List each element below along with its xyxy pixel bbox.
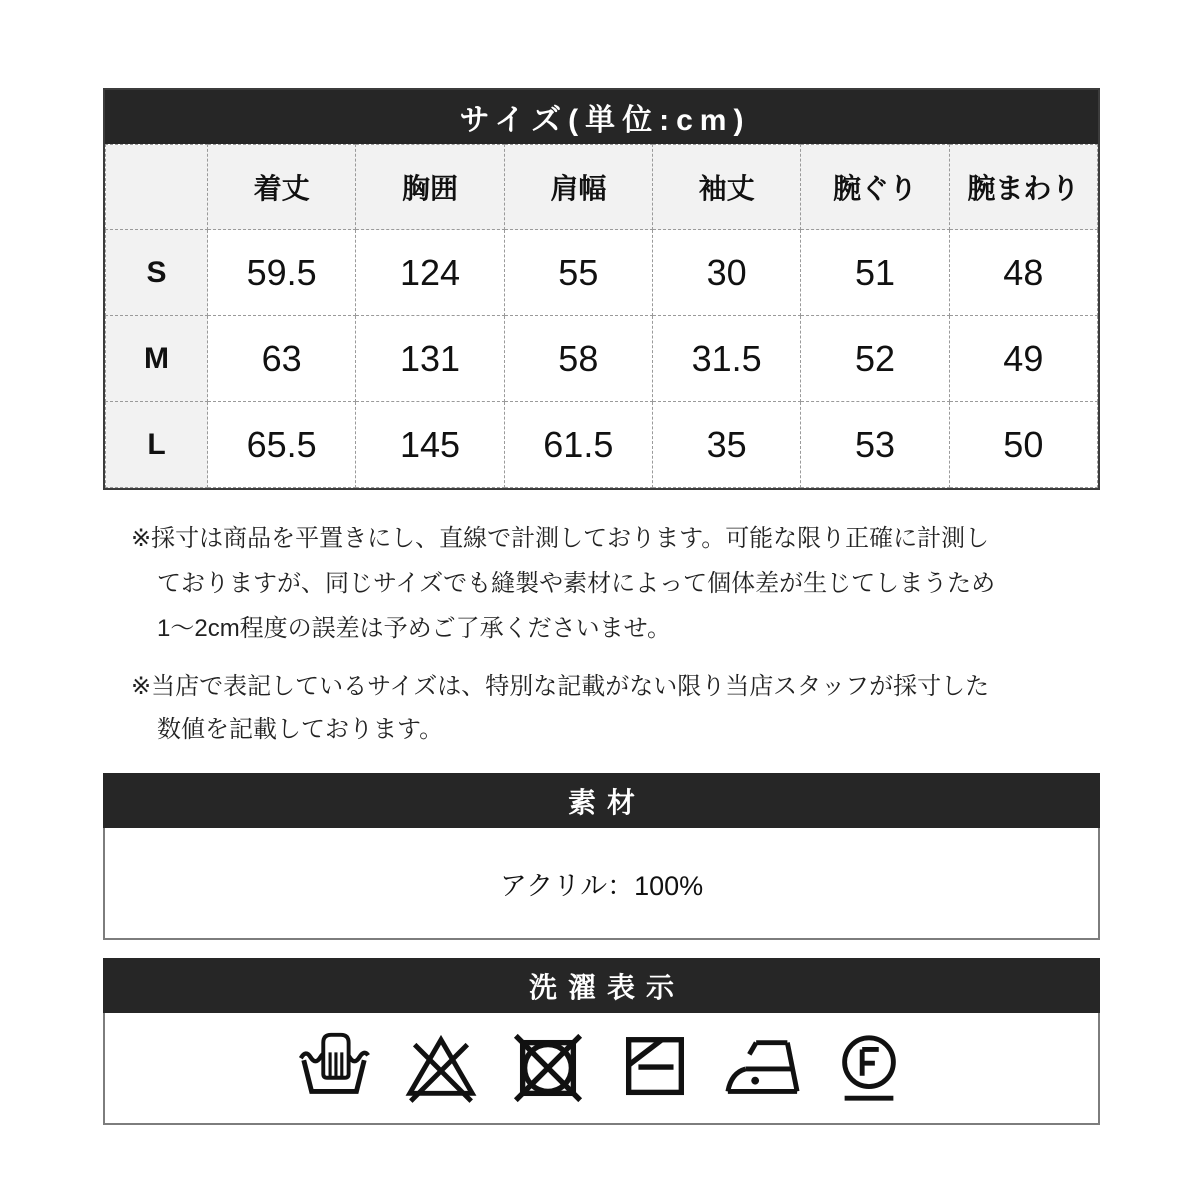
size-cell: 52 <box>801 316 949 402</box>
care-section-header <box>103 958 1100 1013</box>
size-table-corner-cell <box>106 145 208 230</box>
material-section-header <box>103 773 1100 828</box>
care-icons-row <box>103 1013 1100 1125</box>
size-row-label: M <box>106 316 208 402</box>
size-cell: 35 <box>652 402 800 488</box>
dry-clean-f-gentle-icon <box>830 1029 908 1107</box>
do-not-bleach-icon <box>402 1029 480 1107</box>
hand-wash-icon <box>295 1029 373 1107</box>
size-cell: 50 <box>949 402 1097 488</box>
material-section-body <box>103 828 1100 940</box>
do-not-tumble-dry-icon <box>509 1029 587 1107</box>
column-header: 肩幅 <box>504 145 652 230</box>
size-table <box>103 88 1100 490</box>
note-line: ※採寸は商品を平置きにし、直線で計測しております。可能な限り正確に計測し <box>131 525 990 552</box>
measurement-note-2 <box>131 665 1100 751</box>
size-cell: 55 <box>504 230 652 316</box>
note-line: ておりますが、同じサイズでも縫製や素材によって個体差が生じてしまうため <box>157 570 996 597</box>
measurement-note-1 <box>131 516 1100 651</box>
size-table-title-text: サイズ(単位:cm) <box>459 104 751 137</box>
size-table-header-row <box>106 145 1098 230</box>
size-spec-sheet <box>103 88 1100 1125</box>
table-row-m <box>106 316 1098 402</box>
table-row-l <box>106 402 1098 488</box>
material-value: アクリル：100% <box>499 870 704 901</box>
size-row-label: S <box>106 230 208 316</box>
material-section <box>103 773 1100 940</box>
material-section-title: 素材 <box>567 786 646 818</box>
size-cell: 48 <box>949 230 1097 316</box>
note-line: 1〜2cm程度の誤差は予めご了承くださいませ。 <box>157 615 671 642</box>
table-row-s <box>106 230 1098 316</box>
size-cell: 30 <box>652 230 800 316</box>
size-cell: 131 <box>356 316 504 402</box>
column-header: 着丈 <box>208 145 356 230</box>
care-section <box>103 958 1100 1125</box>
size-cell: 58 <box>504 316 652 402</box>
note-line: 数値を記載しております。 <box>157 716 444 743</box>
size-cell: 31.5 <box>652 316 800 402</box>
size-cell: 65.5 <box>208 402 356 488</box>
size-cell: 145 <box>356 402 504 488</box>
size-table-title <box>105 90 1098 144</box>
column-header: 腕まわり <box>949 145 1097 230</box>
size-row-label: L <box>106 402 208 488</box>
size-cell: 53 <box>801 402 949 488</box>
size-cell: 49 <box>949 316 1097 402</box>
iron-low-heat-icon <box>723 1029 801 1107</box>
column-header: 袖丈 <box>652 145 800 230</box>
care-section-title: 洗濯表示 <box>528 971 685 1003</box>
column-header: 腕ぐり <box>801 145 949 230</box>
size-cell: 59.5 <box>208 230 356 316</box>
size-cell: 63 <box>208 316 356 402</box>
size-cell: 124 <box>356 230 504 316</box>
column-header: 胸囲 <box>356 145 504 230</box>
size-cell: 51 <box>801 230 949 316</box>
size-cell: 61.5 <box>504 402 652 488</box>
flat-dry-in-shade-icon <box>616 1029 694 1107</box>
note-line: ※当店で表記しているサイズは、特別な記載がない限り当店スタッフが採寸した <box>131 673 990 700</box>
